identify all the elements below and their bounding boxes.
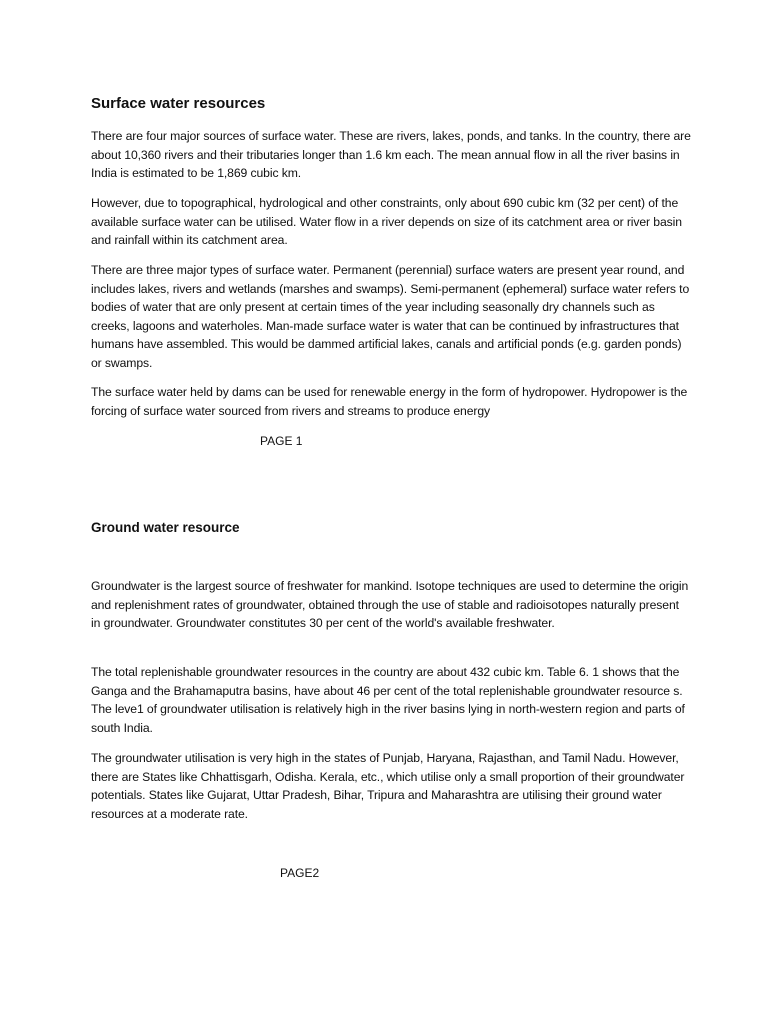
surface-water-paragraph-2: However, due to topographical, hydrological and other constraints, only about 690 cubic km (32 per cent) of the available surface water can be utilised. Water flow in a river depends on size of its catchment area or river basin and rainfall within its catchment area. <box>91 196 682 248</box>
surface-water-paragraph-1: There are four major sources of surface water. These are rivers, lakes, ponds, and tanks. In the country, there are about 10,360 rivers and their tributaries longer than 1.6 km each. The mean annual flow in all the river basins in India is estimated to be 1,869 cubic km. <box>91 129 691 181</box>
surface-water-paragraph-4: The surface water held by dams can be used for renewable energy in the form of hydropower. Hydropower is the forcing of surface water sourced from rivers and streams to produce energy <box>91 385 688 418</box>
ground-water-heading: Ground water resource <box>91 520 240 535</box>
ground-water-paragraph-1: Groundwater is the largest source of freshwater for mankind. Isotope techniques are used to determine the origin and replenishment rates of groundwater, obtained through the use of stable and radioisotopes naturally present in groundwater. Groundwater constitutes 30 per cent of the world's available freshwater. <box>91 579 689 631</box>
ground-water-paragraph-3: The groundwater utilisation is very high in the states of Punjab, Haryana, Rajasthan, and Tamil Nadu. However, there are States like Chhattisgarh, Odisha. Kerala, etc., which utilise only a small proportion of their groundwater potentials. States like Gujarat, Uttar Pradesh, Bihar, Tripura and Maharashtra are utilising their ground water resources at a moderate rate. <box>91 751 685 821</box>
ground-water-paragraph-2: The total replenishable groundwater resources in the country are about 432 cubic km. Table 6. 1 shows that the Ganga and the Brahamaputra basins, have about 46 per cent of the total replenishable groundwater resource s. The leve1 of groundwater utilisation is relatively high in the river basins lying in north-western region and parts of south India. <box>91 665 685 735</box>
surface-water-paragraph-3: There are three major types of surface water. Permanent (perennial) surface waters are present year round, and includes lakes, rivers and wetlands (marshes and swamps). Semi-permanent (ephemeral) surface water refers to bodies of water that are only present at certain times of the year including seasonally dry channels such as creeks, lagoons and waterholes. Man-made surface water is water that can be continued by infrastructures that humans have assembled. This would be dammed artificial lakes, canals and artificial ponds (e.g. garden ponds) or swamps. <box>91 263 690 370</box>
surface-water-heading: Surface water resources <box>91 95 266 112</box>
page-number-1: PAGE 1 <box>260 434 303 448</box>
page-number-2: PAGE2 <box>280 866 320 880</box>
